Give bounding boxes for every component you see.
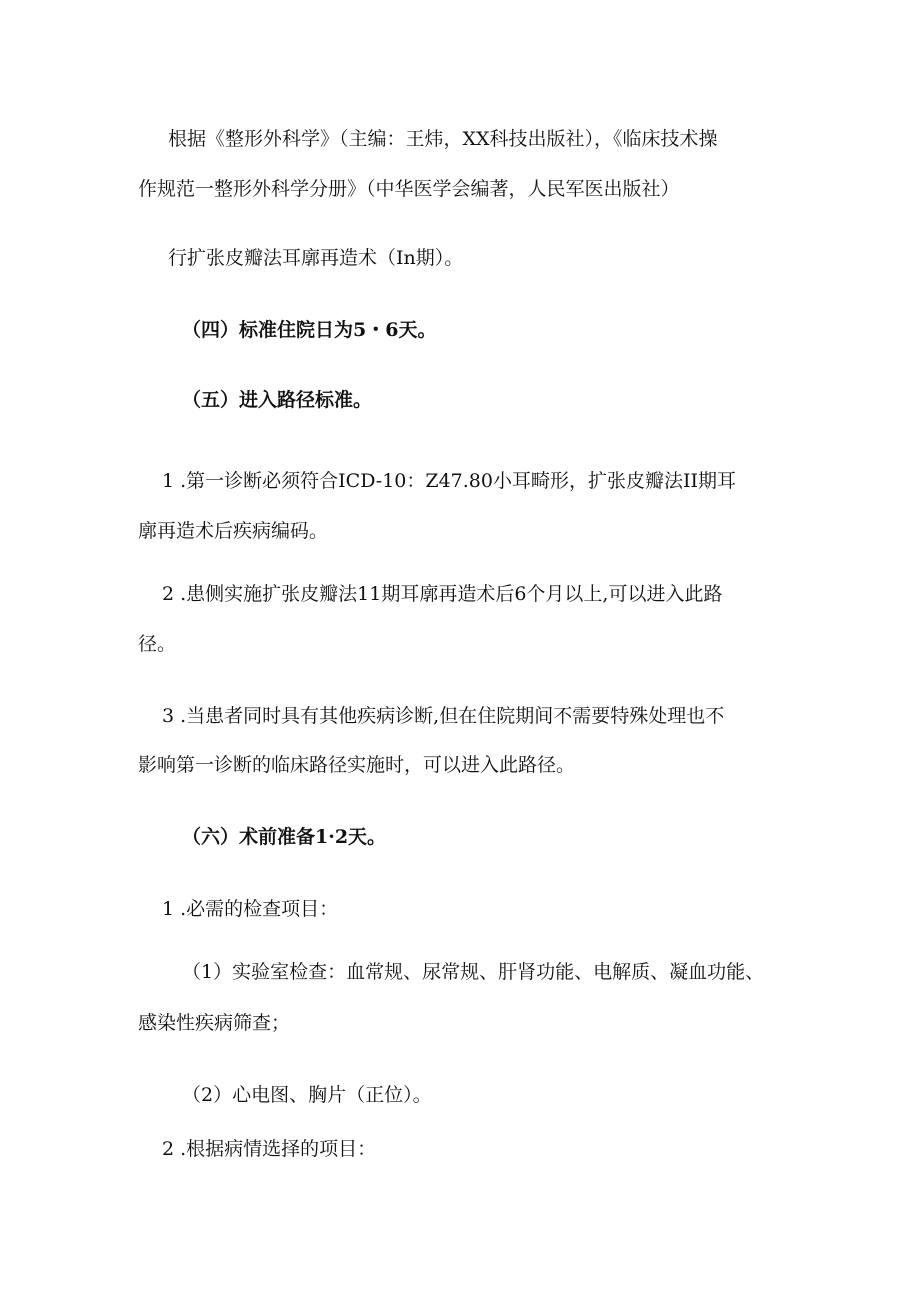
prep-subitem-1-line-2: 感染性疾病筛查； (138, 1012, 291, 1034)
reference-paragraph-line-1: 根据《整形外科学》（主编：王炜，XX科技出版社），《临床技术操 (168, 128, 718, 150)
section-heading-five: （五）进入路径标准。 (182, 389, 373, 411)
prep-item-2: 2 .根据病情选择的项目： (162, 1138, 377, 1160)
prep-item-1: 1 .必需的检查项目： (162, 898, 339, 920)
criteria-item-3-line-2: 影响第一诊断的临床路径实施时，可以进入此路径。 (138, 754, 576, 776)
criteria-item-3-line-1: 3 .当患者同时具有其他疾病诊断,但在住院期间不需要特殊处理也不 (162, 705, 725, 727)
surgery-paragraph: 行扩张皮瓣法耳廓再造术（In期）。 (168, 247, 464, 269)
criteria-item-1-line-2: 廓再造术后疾病编码。 (138, 520, 329, 542)
criteria-item-2-line-2: 径。 (138, 633, 177, 655)
section-heading-four: （四）标准住院日为5・6天。 (182, 319, 437, 341)
criteria-item-2-line-1: 2 .患侧实施扩张皮瓣法11期耳廓再造术后6个月以上,可以进入此路 (162, 583, 723, 605)
criteria-item-1-line-1: 1 .第一诊断必须符合ICD-10：Z47.80小耳畸形，扩张皮瓣法II期耳 (162, 470, 736, 492)
section-heading-six: （六）术前准备1·2天。 (182, 826, 387, 848)
prep-subitem-1-line-1: （1）实验室检查：血常规、尿常规、肝肾功能、电解质、凝血功能、 (182, 961, 765, 983)
reference-paragraph-line-2: 作规范一整形外科学分册》（中华医学会编著，人民军医出版社） (138, 178, 680, 200)
prep-subitem-2: （2）心电图、胸片（正位）。 (182, 1084, 432, 1106)
